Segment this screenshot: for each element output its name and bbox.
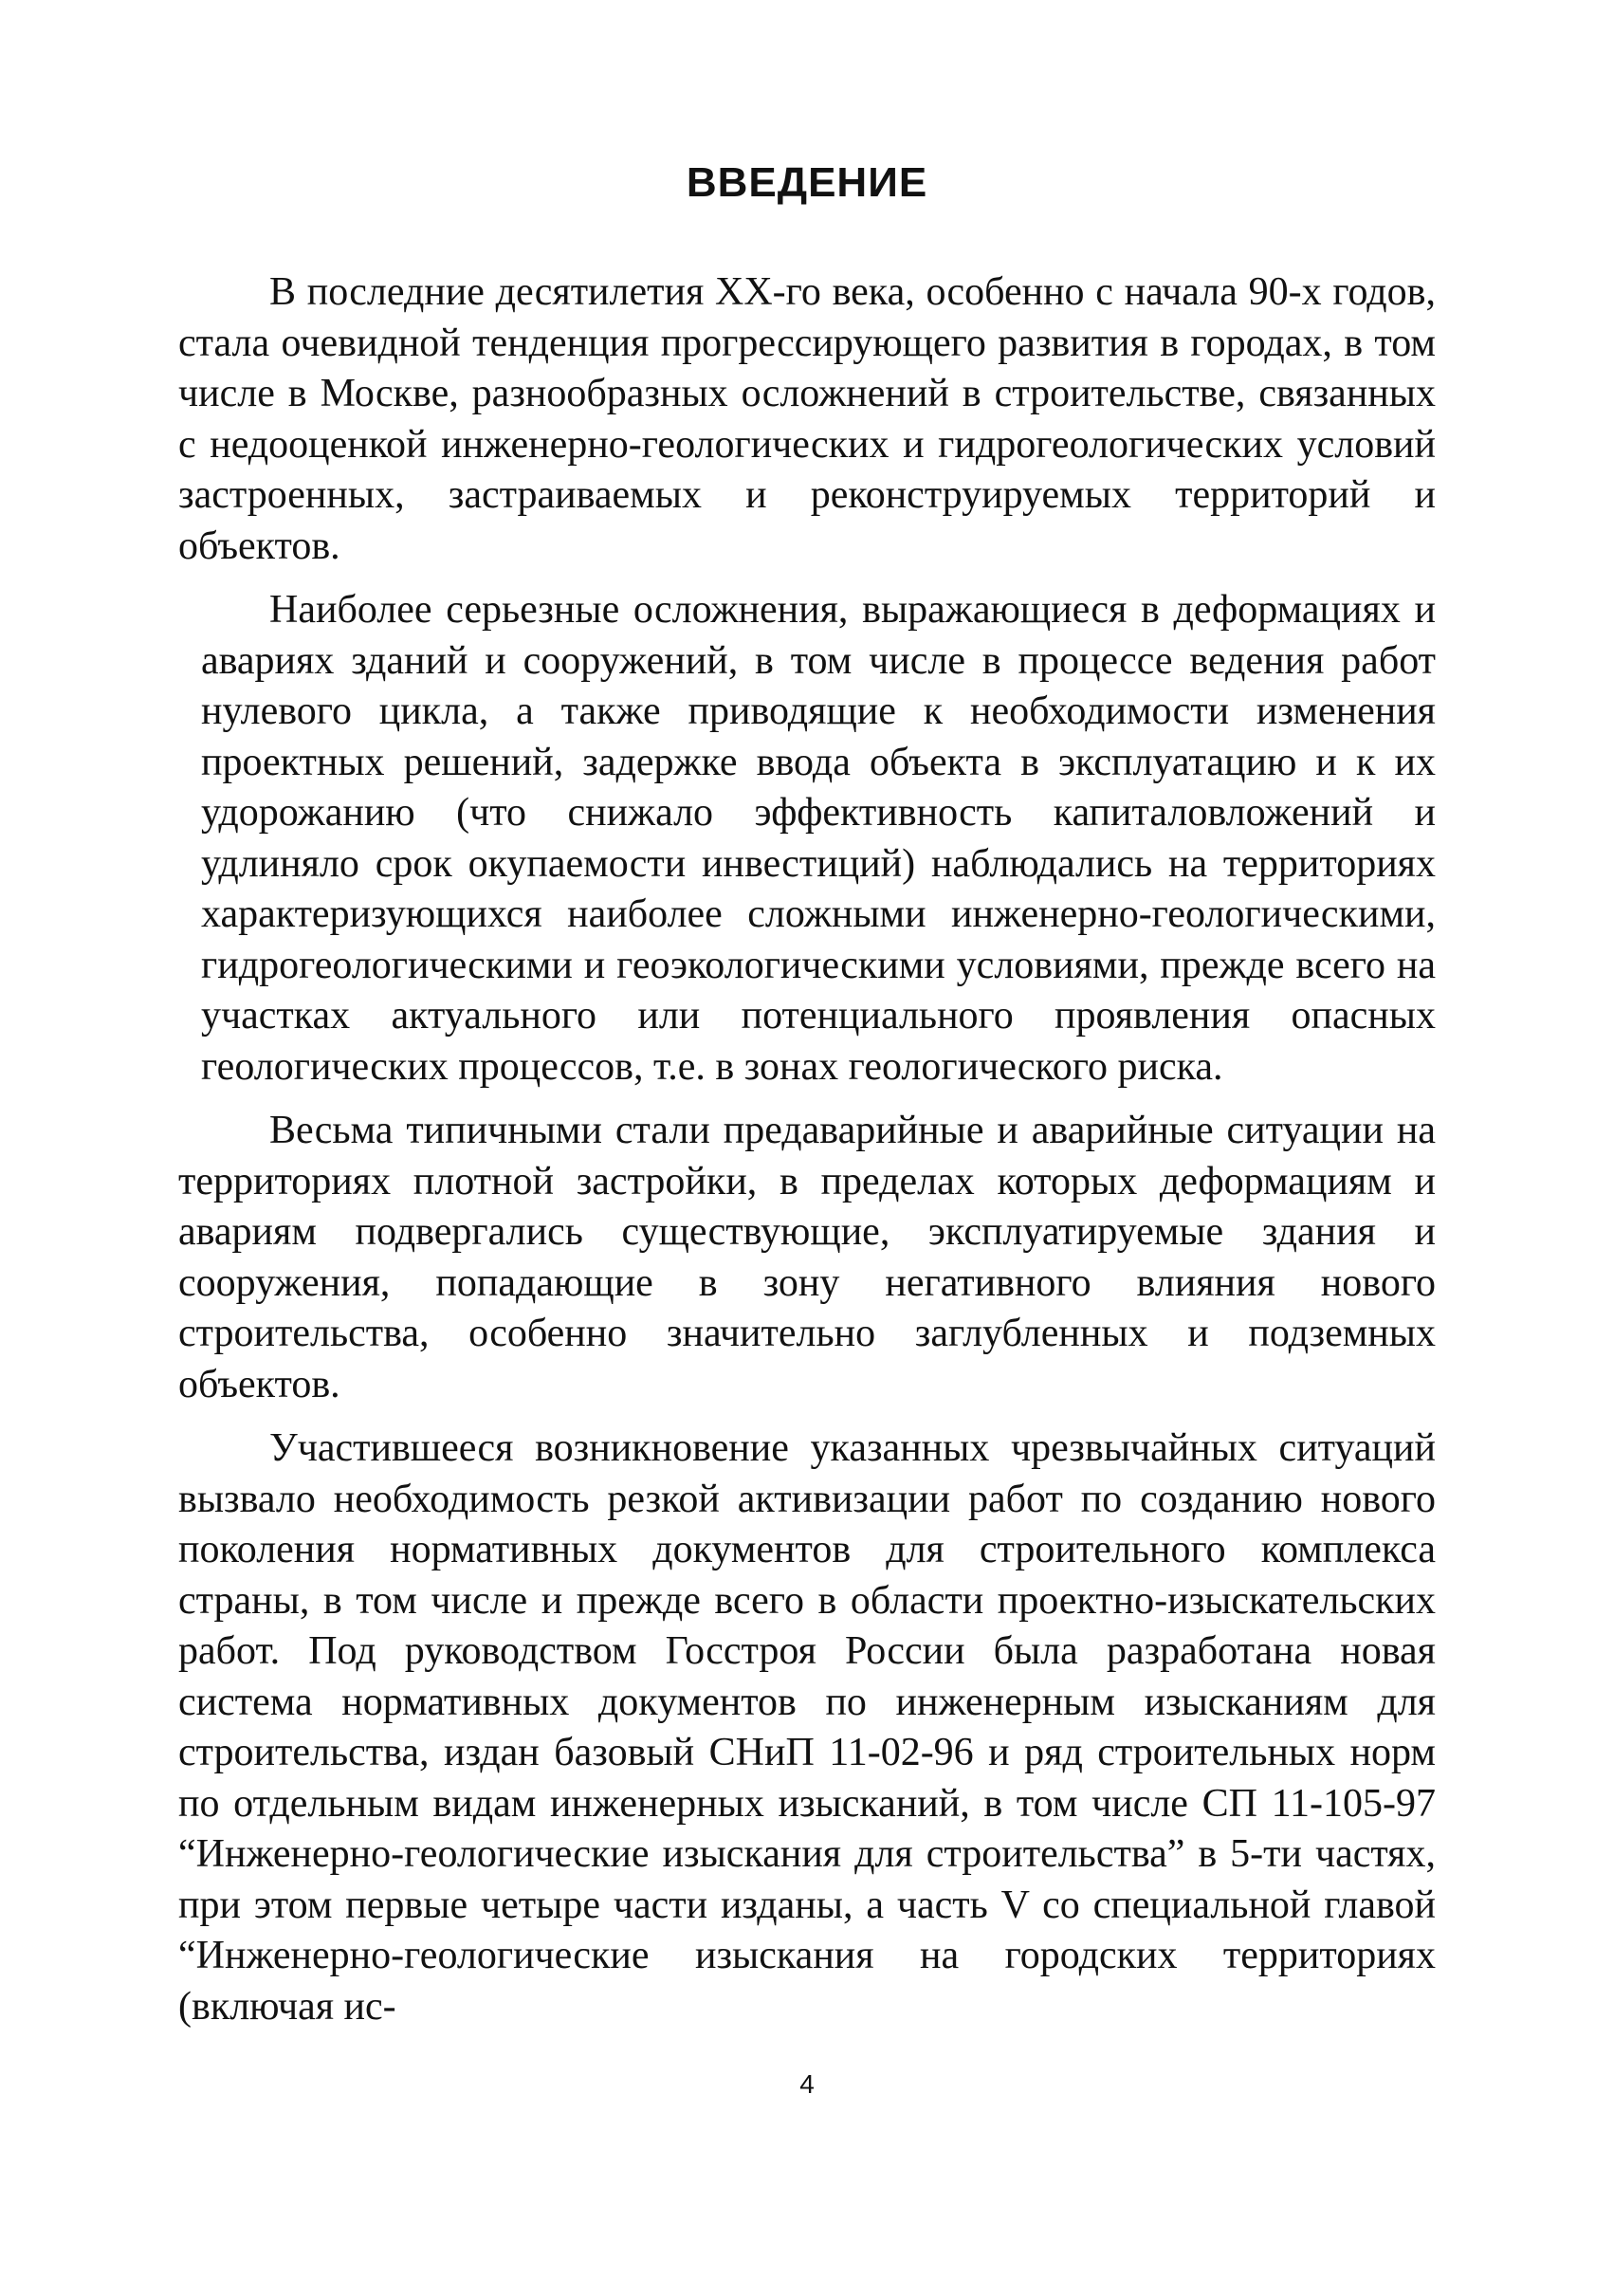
paragraph-3: Весьма типичными стали предаварийные и аварийные ситуации на территориях плотной застройки, в пределах которых деформациям и авариям подвергались существующие, эксплуатируемые здания и сооружения, попадающие в зону негативного влияния нового строительства, особенно значительно заглубленных и подземных объектов. [178,1109,1436,1406]
paragraph-4: Участившееся возникновение указанных чрезвычайных ситуаций вызвало необходимость резкой активизации работ по созданию нового поколения нормативных документов для строительного комплекса страны, в том числе и прежде всего в области проектно-изыскательских работ. Под руководством Госстроя России была разработана новая система нормативных документов по инженерным изысканиям для строительства, издан базовый СНиП 11-02-96 и ряд строительных норм по отдельным видам инженерных изысканий, в том числе СП 11-105-97 “Инженерно-геологические изыскания для строительства” в 5-ти частях, при этом первые четыре части изданы, а часть V со специальной главой “Инженерно-геологические изыскания на городских территориях (включая ис- [178,1426,1436,2029]
page-number: 4 [799,2069,815,2099]
paragraph-2: Наиболее серьезные осложнения, выражающиеся в деформациях и авариях зданий и сооружений, в том числе в процессе ведения работ нулевого цикла, а также приводящие к необходимости изменения проектных решений, задержке ввода объекта в эксплуатацию и к их удорожанию (что снижало эффективность капиталовложений и удлиняло срок окупаемости инвестиций) наблюдались на территориях характеризующихся наиболее сложными инженерно-геологическими, гидрогеологическими и геоэкологическими условиями, прежде всего на участках актуального или потенциального проявления опасных геологических процессов, т.е. в зонах геологического риска. [201,588,1436,1089]
body-text [178,267,1436,2046]
section-heading: ВВЕДЕНИЕ [686,159,928,206]
paragraph-1: В последние десятилетия XX-го века, особенно с начала 90-х годов, стала очевидной тенденция прогрессирующего развития в городах, в том числе в Москве, разнообразных осложнений в строительстве, связанных с недооценкой инженерно-геологических и гидрогеологических условий застроенных, застраиваемых и реконструируемых территорий и объектов. [178,270,1436,568]
